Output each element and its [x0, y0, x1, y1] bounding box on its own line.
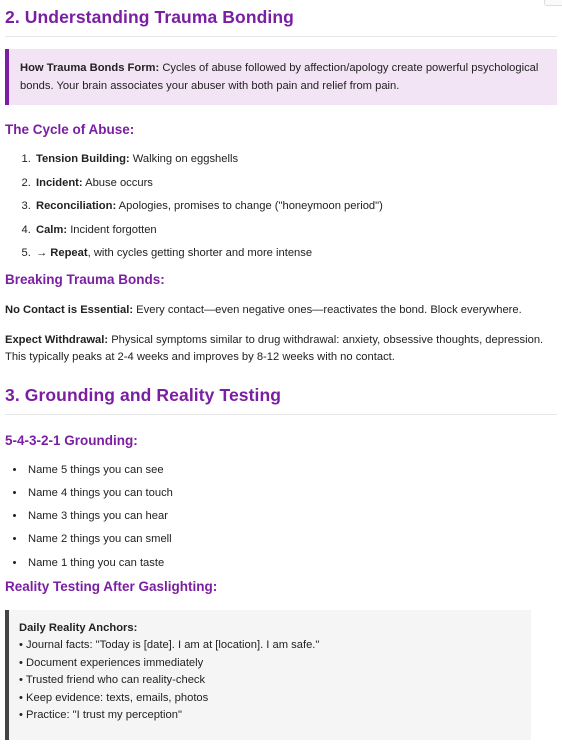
cycle-text: Apologies, promises to change ("honeymoon period") [116, 200, 383, 212]
title-divider [5, 414, 557, 415]
grounding-item: • Name 5 things you can see [26, 462, 557, 478]
cycle-item [34, 175, 557, 191]
grounding-item: • Name 3 things you can hear [26, 508, 557, 524]
grounding-list [5, 462, 557, 571]
reality-anchors-box [5, 610, 531, 740]
section-2-title: 2. Understanding Trauma Bonding [5, 7, 294, 27]
cycle-text: Incident forgotten [67, 223, 157, 236]
title-divider [5, 36, 557, 37]
no-contact-text: Every contact—even negative ones—reactivates the bond. Block everywhere. [133, 304, 522, 316]
cycle-list [5, 151, 557, 261]
no-contact-paragraph [5, 302, 557, 320]
cycle-text: Walking on eggshells [129, 153, 239, 165]
cycle-item [34, 198, 557, 214]
cycle-term: Reconciliation: [36, 200, 117, 212]
anchor-item: • Trusted friend who can reality-check [19, 674, 206, 687]
anchor-item: • Keep evidence: texts, emails, photos [19, 691, 209, 704]
no-contact-label: No Contact is Essential: [5, 304, 134, 316]
cycle-item [34, 151, 557, 167]
grounding-item: • Name 2 things you can smell [26, 531, 557, 547]
cycle-term: Repeat [50, 247, 88, 259]
cycle-term: Tension Building: [36, 153, 130, 165]
cycle-item [34, 245, 557, 261]
grounding-heading: 5-4-3-2-1 Grounding: [5, 432, 138, 448]
anchor-item: • Journal facts: "Today is [date]. I am at [location]. I am safe." [19, 639, 320, 652]
cycle-text: Abuse occurs [82, 176, 153, 189]
callout-label: How Trauma Bonds Form: [20, 62, 160, 74]
corner-widget [544, 0, 562, 6]
cycle-term: Calm: [36, 223, 68, 236]
callout-text: Cycles of abuse followed by affection/apology create powerful psychological bonds. Your brain associates your abuser with both pain and relief from pain. [20, 62, 539, 92]
arrow-icon: → [36, 247, 51, 259]
anchor-item: • Document experiences immediately [19, 656, 204, 669]
reality-testing-heading: Reality Testing After Gaslighting: [5, 578, 218, 594]
grounding-item: • Name 1 thing you can taste [26, 555, 557, 571]
cycle-text: , with cycles getting shorter and more intense [87, 247, 313, 259]
withdrawal-label: Expect Withdrawal: [5, 333, 109, 346]
withdrawal-text: Physical symptoms similar to drug withdrawal: anxiety, obsessive thoughts, depression. This typically peaks at 2-4 weeks and improves by 8-12 weeks with no contact. [5, 333, 544, 363]
cycle-heading: The Cycle of Abuse: [5, 122, 135, 137]
cycle-term: Incident: [36, 176, 83, 189]
anchors-heading: Daily Reality Anchors: [19, 621, 138, 634]
section-3-title: 3. Grounding and Reality Testing [5, 384, 282, 405]
trauma-bond-callout [5, 49, 557, 105]
grounding-item: • Name 4 things you can touch [26, 485, 557, 501]
breaking-heading: Breaking Trauma Bonds: [5, 272, 165, 287]
withdrawal-paragraph [5, 332, 557, 367]
cycle-item [34, 222, 557, 238]
anchor-item: • Practice: "I trust my perception" [19, 709, 182, 722]
